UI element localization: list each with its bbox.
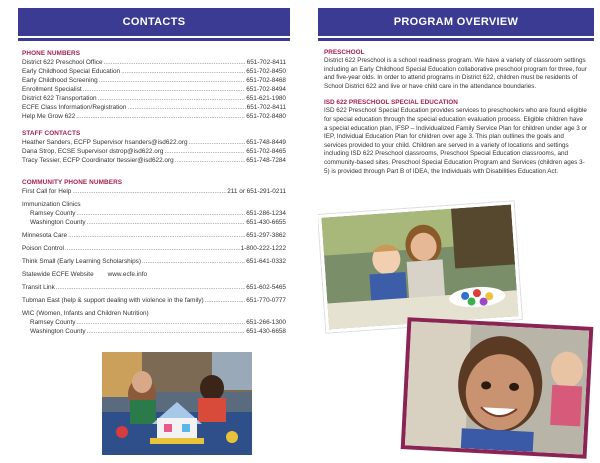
- kids-playing-photo: [102, 352, 252, 455]
- list-item: Think Small (Early Learning Scholarships) ..... 651-641-0332: [22, 257, 286, 266]
- header-rule: [18, 36, 290, 41]
- phone-numbers-list: [18, 58, 290, 121]
- immunization-list: [18, 209, 290, 227]
- program-overview-panel: [318, 8, 594, 463]
- overview-header: PROGRAM OVERVIEW: [318, 8, 594, 36]
- wic-list: [18, 318, 290, 336]
- staff-contacts-title: STAFF CONTACTS: [22, 130, 81, 137]
- list-item: Washington County ..... 651-430-6655: [30, 218, 286, 227]
- wic-title: WIC (Women, Infants and Children Nutrition): [22, 310, 149, 317]
- staff-contacts-list: [18, 138, 290, 165]
- list-item: Dana Strop, ECSE Supervisor dstrop@isd622.org ..... 651-702-8465: [22, 147, 286, 156]
- list-item: First Call for Help ..... 211 or 651-291-0211: [22, 187, 286, 196]
- list-item: Transit Link ..... 651-602-5465: [22, 283, 286, 292]
- immunization-title: Immunization Clinics: [22, 201, 81, 208]
- list-item: Early Childhood Screening ..... 651-702-8468: [22, 76, 286, 85]
- header-rule: [318, 36, 594, 41]
- statewide-website: Statewide ECFE Website www.ecfe.info: [22, 271, 148, 278]
- phone-numbers-title: PHONE NUMBERS: [22, 50, 81, 57]
- list-item: Ramsey County ..... 651-266-1300: [30, 318, 286, 327]
- list-item: District 622 Preschool Office ..... 651-702-8411: [22, 58, 286, 67]
- list-item: District 622 Transportation ..... 651-621-1980: [22, 94, 286, 103]
- painting-activity-photo: [318, 201, 522, 332]
- list-item: Early Childhood Special Education ..... 651-702-8450: [22, 67, 286, 76]
- smiling-child-photo: [401, 317, 594, 459]
- list-item: Poison Control ..... 1-800-222-1222: [22, 244, 286, 253]
- list-item: Tubman East (help & support dealing with violence in the family) ..... 651-770-0777: [22, 296, 286, 305]
- list-item: Washington County ..... 651-430-6658: [30, 327, 286, 336]
- preschool-title: PRESCHOOL: [324, 49, 365, 56]
- contacts-header: CONTACTS: [18, 8, 290, 36]
- list-item: ECFE Class Information/Registration ..... 651-702-8411: [22, 103, 286, 112]
- list-item: Ramsey County ..... 651-286-1234: [30, 209, 286, 218]
- special-ed-title: ISD 622 PRESCHOOL SPECIAL EDUCATION: [324, 99, 458, 107]
- list-item: Minnesota Care ..... 651-297-3862: [22, 231, 286, 240]
- list-item: Enrollment Specialist ..... 651-702-8494: [22, 85, 286, 94]
- list-item: Heather Sanders, ECFP Supervisor hsanders@isd622.org ..... 651-748-8449: [22, 138, 286, 147]
- special-ed-text: ISD 622 Preschool Special Education provides services to preschoolers who are found eligible for special education through the special education evaluation process. Eligible children have a special education plan, IFSP – Individualized Family Service Plan for children under age 3 or IEP, Individual Education Plan for children over age 3. This plan outlines the goals and services provided to your child. Children are served in a variety of locations and settings including ISD 622 Preschool classrooms, Preschool Special Education classrooms, and community-based sites. Preschool Special Education Program and Services (children ages 3-5) is provided through Part B of IDEA, the Individuals with Disabilities Education Act.: [324, 107, 588, 175]
- preschool-text: District 622 Preschool is a school readiness program. We have a variety of classroom settings including an Early Childhood Special Education collaborative preschool program for three, four and five-year olds. In order to attend programs in District 622, children must be residents of School District 622 and live or have child care in the attendance boundaries.: [324, 57, 587, 90]
- statewide-url[interactable]: www.ecfe.info: [107, 271, 148, 278]
- list-item: Help Me Grow 622 ..... 651-702-8480: [22, 112, 286, 121]
- community-title: COMMUNITY PHONE NUMBERS: [22, 179, 123, 186]
- list-item: Tracy Tessier, ECFP Coordinator ttessier@isd622.org ..... 651-748-7284: [22, 156, 286, 165]
- contacts-panel: [18, 8, 290, 463]
